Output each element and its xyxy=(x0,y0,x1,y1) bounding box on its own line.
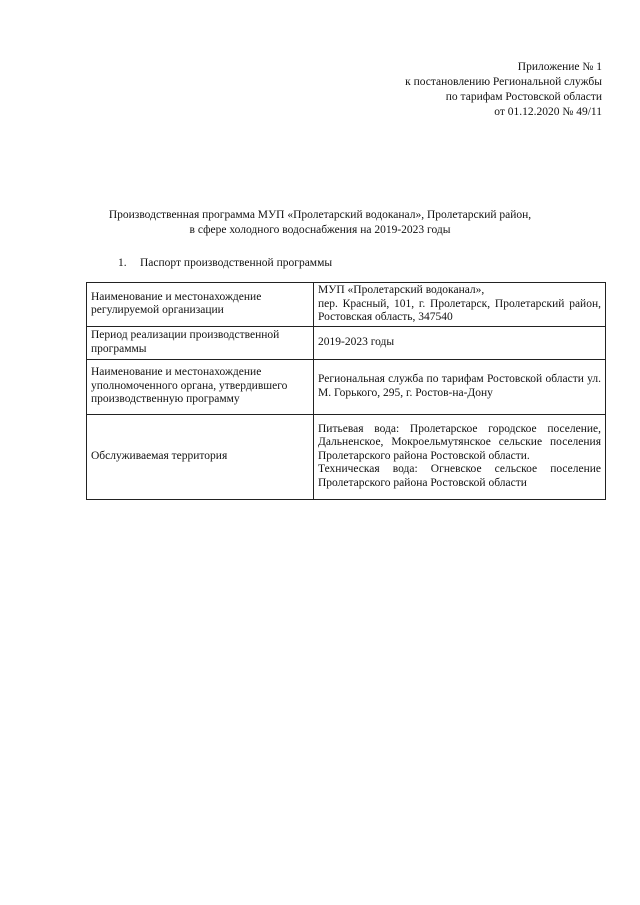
passport-table xyxy=(86,282,606,500)
row-label: Обслуживаемая территория xyxy=(87,414,314,499)
title-line-2: в сфере холодного водоснабжения на 2019-2023 годы xyxy=(189,224,451,236)
document-title xyxy=(0,208,640,238)
section-number: 1. xyxy=(118,257,127,269)
row-label: Период реализации производственной программы xyxy=(87,326,314,359)
section-heading xyxy=(118,256,332,271)
table-row xyxy=(87,359,606,414)
row-value xyxy=(314,283,606,327)
value-line: 2019-2023 годы xyxy=(318,335,395,348)
table-row xyxy=(87,414,606,499)
table-row xyxy=(87,283,606,327)
row-label: Наименование и местонахождение регулируемой организации xyxy=(87,283,314,327)
appendix-line: Приложение № 1 xyxy=(517,61,602,73)
row-value xyxy=(314,326,606,359)
value-line: МУП «Пролетарский водоканал», xyxy=(318,284,485,296)
value-line: Питьевая вода: Пролетарское городское поселение, Дальненское, Мокроельмутянское сельские поселения Пролетарского района Ростовской области. xyxy=(318,422,601,462)
title-line-1: Производственная программа МУП «Пролетарский водоканал», Пролетарский район, xyxy=(108,209,532,221)
row-value xyxy=(314,414,606,499)
section-title: Паспорт производственной программы xyxy=(140,257,333,269)
appendix-line: по тарифам Ростовской области xyxy=(445,91,602,103)
value-line: Техническая вода: Огневское сельское поселение Пролетарского района Ростовской области xyxy=(318,463,601,489)
value-line: пер. Красный, 101, г. Пролетарск, Пролетарский район, Ростовская область, 347540 xyxy=(318,297,601,323)
appendix-line: от 01.12.2020 № 49/11 xyxy=(494,106,602,118)
appendix-header xyxy=(405,60,602,120)
table-row xyxy=(87,326,606,359)
appendix-line: к постановлению Региональной службы xyxy=(405,76,602,88)
row-value xyxy=(314,359,606,414)
row-label: Наименование и местонахождение уполномоченного органа, утвердившего производственную программу xyxy=(87,359,314,414)
value-line: Региональная служба по тарифам Ростовской области ул. М. Горького, 295, г. Ростов-на-Дону xyxy=(318,373,601,399)
